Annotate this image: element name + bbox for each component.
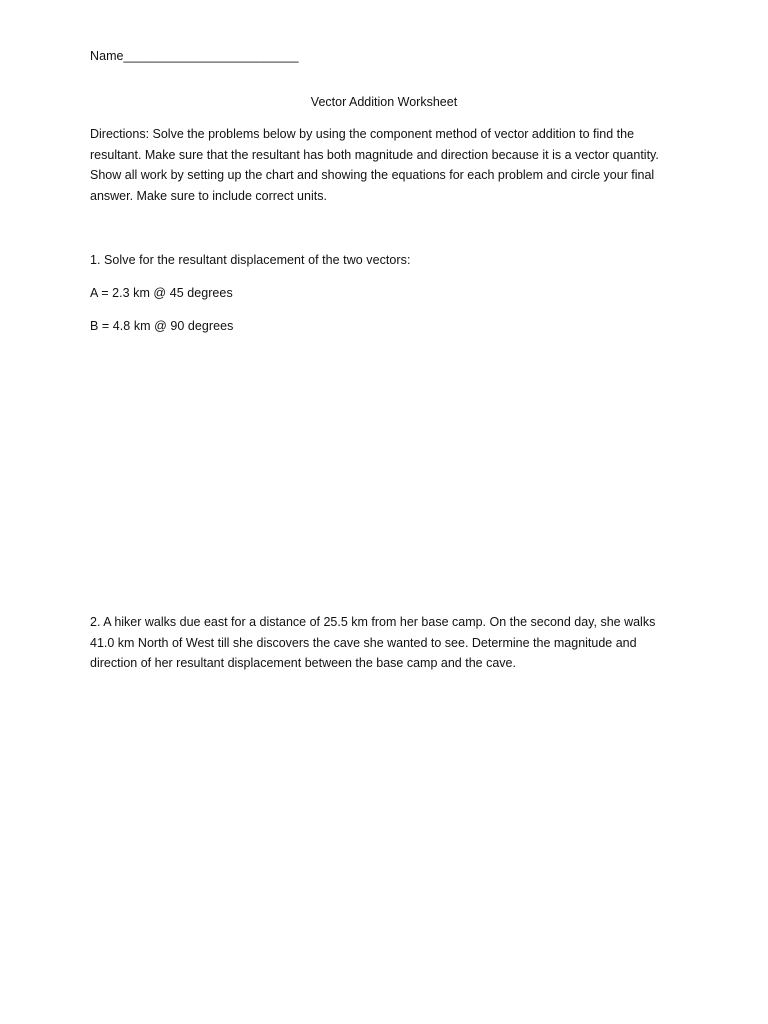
- problem-2-line: 2. A hiker walks due east for a distance of 25.5 km from her base camp. On the second day, she walks: [90, 615, 656, 629]
- problem-2-paragraph: [90, 612, 690, 674]
- directions-line: answer. Make sure to include correct units.: [90, 188, 327, 203]
- directions-line: Directions: Solve the problems below by using the component method of vector addition to find the: [90, 127, 635, 141]
- page-title: Vector Addition Worksheet: [310, 95, 458, 109]
- problem-1-vector-b: B = 4.8 km @ 90 degrees: [90, 319, 234, 333]
- directions-line: resultant. Make sure that the resultant has both magnitude and direction because it is a vector quantity.: [90, 147, 659, 162]
- problem-2-line: 41.0 km North of West till she discovers the cave she wanted to see. Determine the magnitude and: [90, 635, 637, 650]
- name-field-label: Name_________________________: [90, 49, 299, 63]
- directions-paragraph: [90, 124, 690, 206]
- directions-line: Show all work by setting up the chart and showing the equations for each problem and circle your final: [90, 168, 655, 182]
- problem-1-vector-a: A = 2.3 km @ 45 degrees: [90, 286, 233, 300]
- problem-1-prompt: 1. Solve for the resultant displacement of the two vectors:: [90, 253, 411, 267]
- problem-2-line: direction of her resultant displacement between the base camp and the cave.: [90, 656, 516, 670]
